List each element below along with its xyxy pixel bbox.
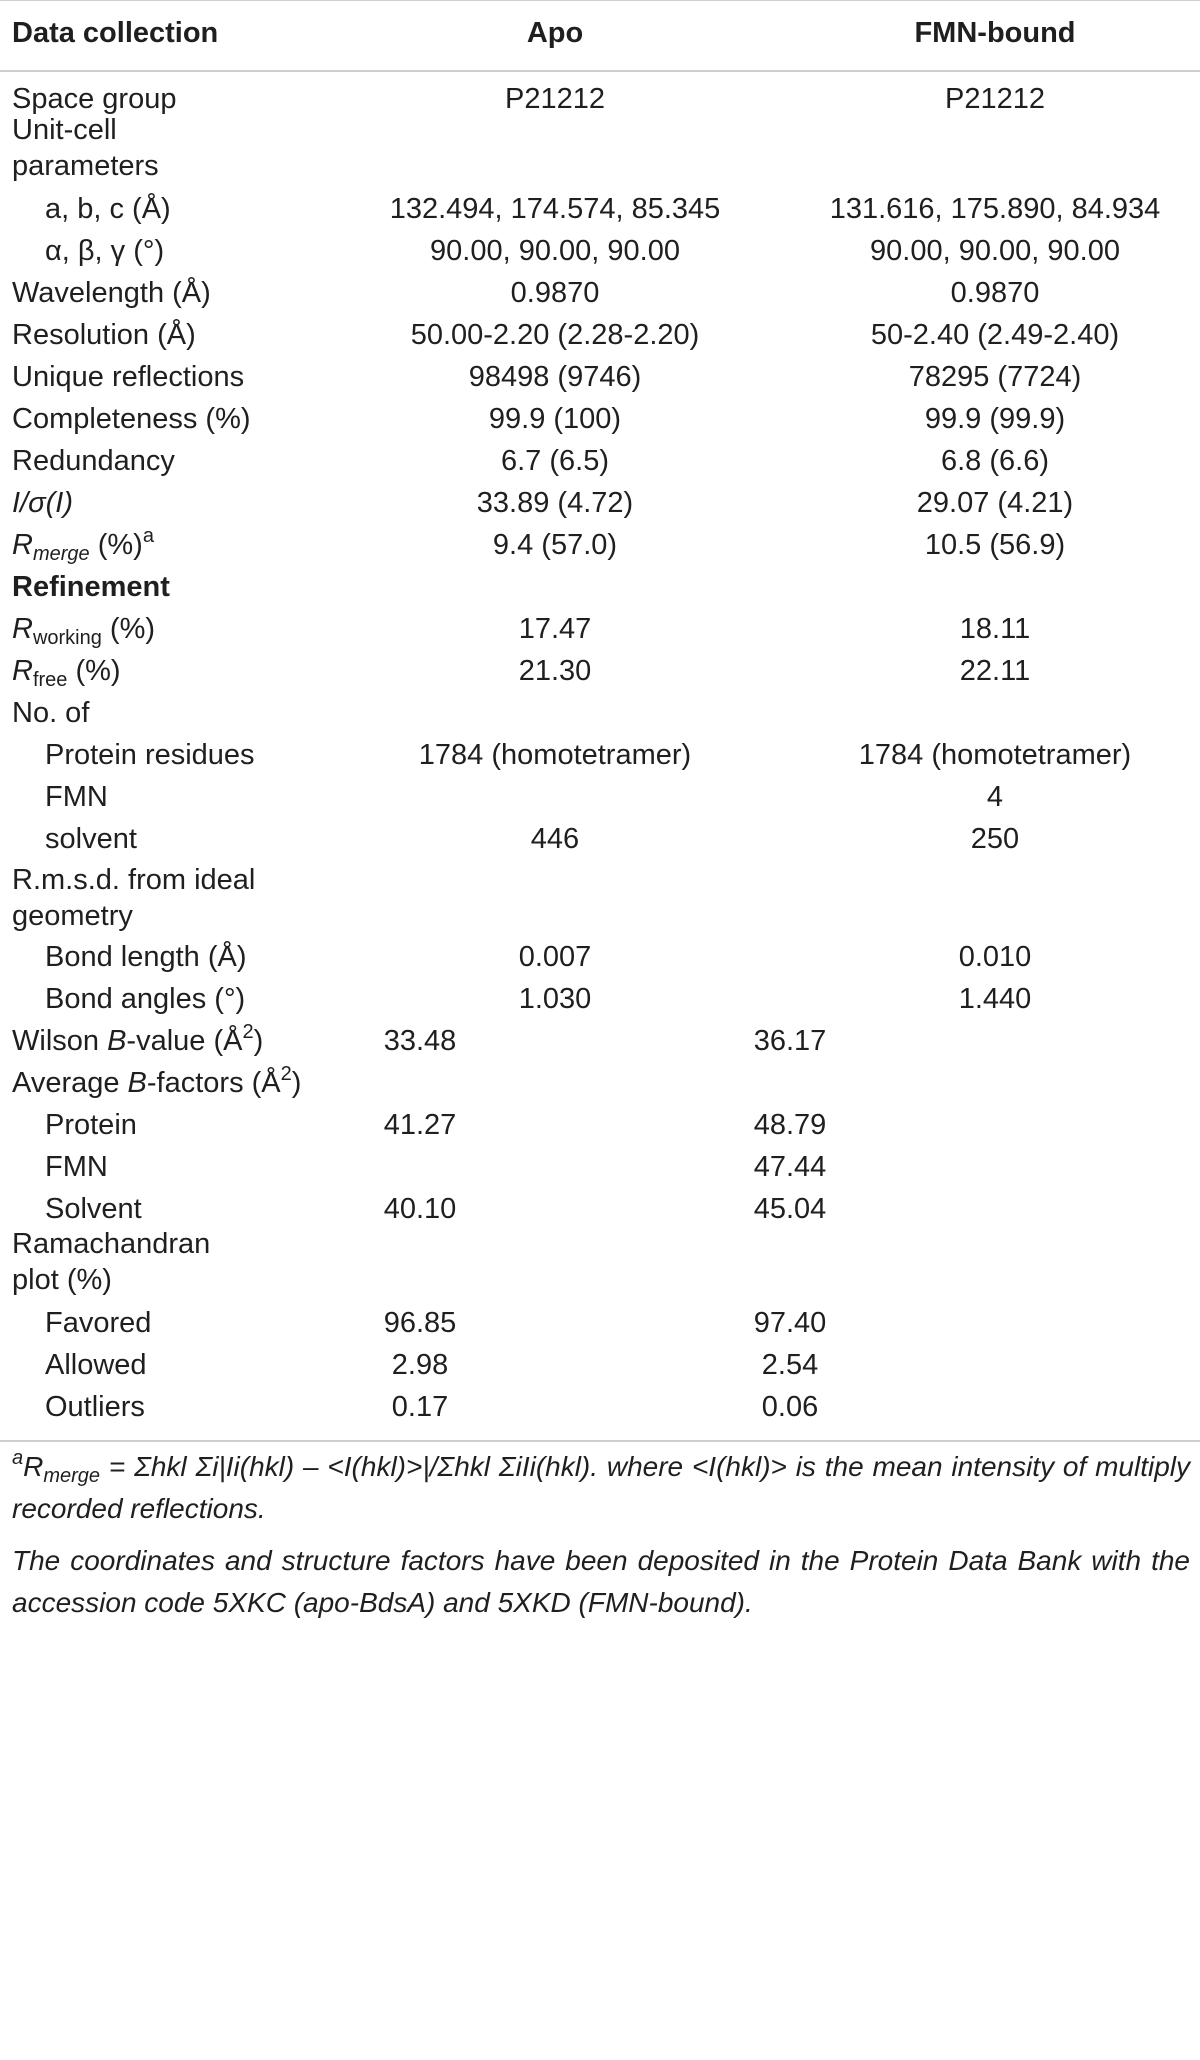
footnote-r: R bbox=[23, 1451, 44, 1482]
label-part: Wilson bbox=[12, 1025, 108, 1057]
label-part: -factors (Å bbox=[146, 1067, 281, 1099]
fmn-value: 0.9870 bbox=[950, 277, 1040, 309]
label-part: ) bbox=[291, 1067, 302, 1099]
label-part: Average bbox=[12, 1067, 128, 1099]
fmn-value: 18.11 bbox=[959, 613, 1031, 645]
apo-value: 0.007 bbox=[518, 941, 592, 973]
r-symbol: R bbox=[12, 613, 33, 645]
fmn-value: 0.06 bbox=[761, 1391, 819, 1423]
footnote bbox=[12, 1446, 1190, 1530]
footnote-formula: = Σhkl Σi|Ii(hkl) – <I(hkl)>|/Σhkl ΣiIi(hkl). where <I(hkl)> is the mean intensity of multiply recorded reflections. bbox=[12, 1451, 1190, 1524]
fmn-value: 4 bbox=[986, 781, 1004, 813]
apo-value: 0.9870 bbox=[510, 277, 600, 309]
fmn-value: 250 bbox=[970, 823, 1020, 855]
r-unit: (%) bbox=[89, 529, 143, 561]
row-label: Wavelength (Å) bbox=[12, 277, 211, 309]
fmn-value: 97.40 bbox=[753, 1307, 827, 1339]
row-label: Solvent bbox=[45, 1193, 142, 1225]
apo-value: 96.85 bbox=[383, 1307, 457, 1339]
row-label: Bond angles (°) bbox=[45, 983, 246, 1015]
row-label: FMN bbox=[45, 1151, 108, 1183]
row-label: Unique reflections bbox=[12, 361, 245, 393]
apo-value: 90.00, 90.00, 90.00 bbox=[430, 235, 680, 267]
apo-value: 99.9 (100) bbox=[488, 403, 622, 435]
apo-value: 2.98 bbox=[391, 1349, 449, 1381]
label-superscript: 2 bbox=[280, 1063, 292, 1085]
row-label: FMN bbox=[45, 781, 108, 813]
bottom-rule bbox=[0, 1440, 1200, 1442]
r-subscript: working bbox=[32, 627, 102, 649]
footnote-merge: merge bbox=[43, 1465, 101, 1487]
fmn-value: 2.54 bbox=[761, 1349, 819, 1381]
header-apo: Apo bbox=[526, 17, 584, 49]
header-fmn-bound: FMN-bound bbox=[914, 17, 1076, 49]
row-label: Allowed bbox=[45, 1349, 147, 1381]
row-label: Redundancy bbox=[12, 445, 175, 477]
label-italic: B bbox=[107, 1025, 127, 1057]
r-subscript: merge bbox=[32, 543, 90, 565]
row-label: Favored bbox=[45, 1307, 152, 1339]
header-data-collection: Data collection bbox=[12, 17, 219, 49]
apo-value: 1784 (homotetramer) bbox=[418, 739, 692, 771]
apo-value: 9.4 (57.0) bbox=[492, 529, 618, 561]
table-row bbox=[0, 1384, 1200, 1438]
fmn-value: 47.44 bbox=[753, 1151, 827, 1183]
apo-value: 41.27 bbox=[383, 1109, 457, 1141]
row-label bbox=[12, 1018, 263, 1064]
header-rule bbox=[0, 70, 1200, 72]
fmn-value: 10.5 (56.9) bbox=[924, 529, 1066, 561]
fmn-value: 36.17 bbox=[753, 1025, 827, 1057]
row-label: Resolution (Å) bbox=[12, 319, 196, 351]
row-label bbox=[12, 1060, 301, 1106]
r-unit: (%) bbox=[101, 613, 156, 645]
row-label: a, b, c (Å) bbox=[45, 193, 171, 225]
r-superscript: a bbox=[142, 525, 154, 547]
row-label: No. of bbox=[12, 697, 90, 729]
footnote-marker: a bbox=[12, 1447, 24, 1469]
apo-value: 40.10 bbox=[383, 1193, 457, 1225]
row-label: Bond length (Å) bbox=[45, 941, 247, 973]
fmn-value: P21212 bbox=[945, 83, 1045, 115]
header-row bbox=[0, 0, 1200, 54]
apo-value: 50.00-2.20 (2.28-2.20) bbox=[410, 319, 700, 351]
row-label: I/σ(I) bbox=[12, 487, 73, 519]
row-label: solvent bbox=[45, 823, 137, 855]
row-label: Ramachandran plot (%) bbox=[12, 1228, 211, 1296]
apo-value: 6.7 (6.5) bbox=[501, 445, 609, 477]
label-italic: B bbox=[127, 1067, 147, 1099]
fmn-value: 6.8 (6.6) bbox=[941, 445, 1049, 477]
apo-value: 446 bbox=[530, 823, 580, 855]
fmn-value: 50-2.40 (2.49-2.40) bbox=[870, 319, 1120, 351]
fmn-value: 131.616, 175.890, 84.934 bbox=[829, 193, 1161, 225]
r-symbol: R bbox=[12, 655, 33, 687]
r-symbol: R bbox=[12, 529, 33, 561]
apo-value: 98498 (9746) bbox=[468, 361, 642, 393]
row-label: Outliers bbox=[45, 1391, 145, 1423]
apo-value: 1.030 bbox=[518, 983, 592, 1015]
apo-value: 17.47 bbox=[518, 613, 592, 645]
apo-value: 0.17 bbox=[391, 1391, 449, 1423]
footnote-deposition bbox=[12, 1540, 1190, 1624]
apo-value: 132.494, 174.574, 85.345 bbox=[389, 193, 721, 225]
row-label: Protein residues bbox=[45, 739, 255, 771]
fmn-value: 90.00, 90.00, 90.00 bbox=[870, 235, 1120, 267]
r-subscript: free bbox=[32, 669, 68, 691]
fmn-value: 45.04 bbox=[753, 1193, 827, 1225]
row-label bbox=[12, 606, 155, 652]
fmn-value: 99.9 (99.9) bbox=[924, 403, 1066, 435]
fmn-value: 0.010 bbox=[958, 941, 1032, 973]
row-label bbox=[12, 522, 154, 568]
fmn-value: 29.07 (4.21) bbox=[916, 487, 1074, 519]
row-label: α, β, γ (°) bbox=[45, 235, 165, 267]
label-superscript: 2 bbox=[242, 1021, 254, 1043]
footnote-deposit-text: The coordinates and structure factors have been deposited in the Protein Data Bank with the accession code 5XKC (apo-BdsA) and 5XKD (FMN-bound). bbox=[12, 1545, 1190, 1618]
r-unit: (%) bbox=[67, 655, 121, 687]
fmn-value: 48.79 bbox=[753, 1109, 827, 1141]
apo-value: 33.48 bbox=[383, 1025, 457, 1057]
apo-value: 21.30 bbox=[518, 655, 592, 687]
label-part: -value (Å bbox=[126, 1025, 243, 1057]
row-label: Completeness (%) bbox=[12, 403, 251, 435]
row-label bbox=[12, 648, 121, 694]
row-label: R.m.s.d. from ideal geometry bbox=[12, 864, 256, 932]
fmn-value: 1784 (homotetramer) bbox=[858, 739, 1132, 771]
fmn-value: 22.11 bbox=[959, 655, 1031, 687]
fmn-value: 78295 (7724) bbox=[908, 361, 1082, 393]
apo-value: 33.89 (4.72) bbox=[476, 487, 634, 519]
row-label: Protein bbox=[45, 1109, 137, 1141]
label-part: ) bbox=[253, 1025, 264, 1057]
row-label: Unit-cell parameters bbox=[12, 114, 159, 182]
row-label: Refinement bbox=[12, 571, 170, 603]
fmn-value: 1.440 bbox=[958, 983, 1032, 1015]
row-label: Space group bbox=[12, 83, 177, 115]
apo-value: P21212 bbox=[505, 83, 605, 115]
